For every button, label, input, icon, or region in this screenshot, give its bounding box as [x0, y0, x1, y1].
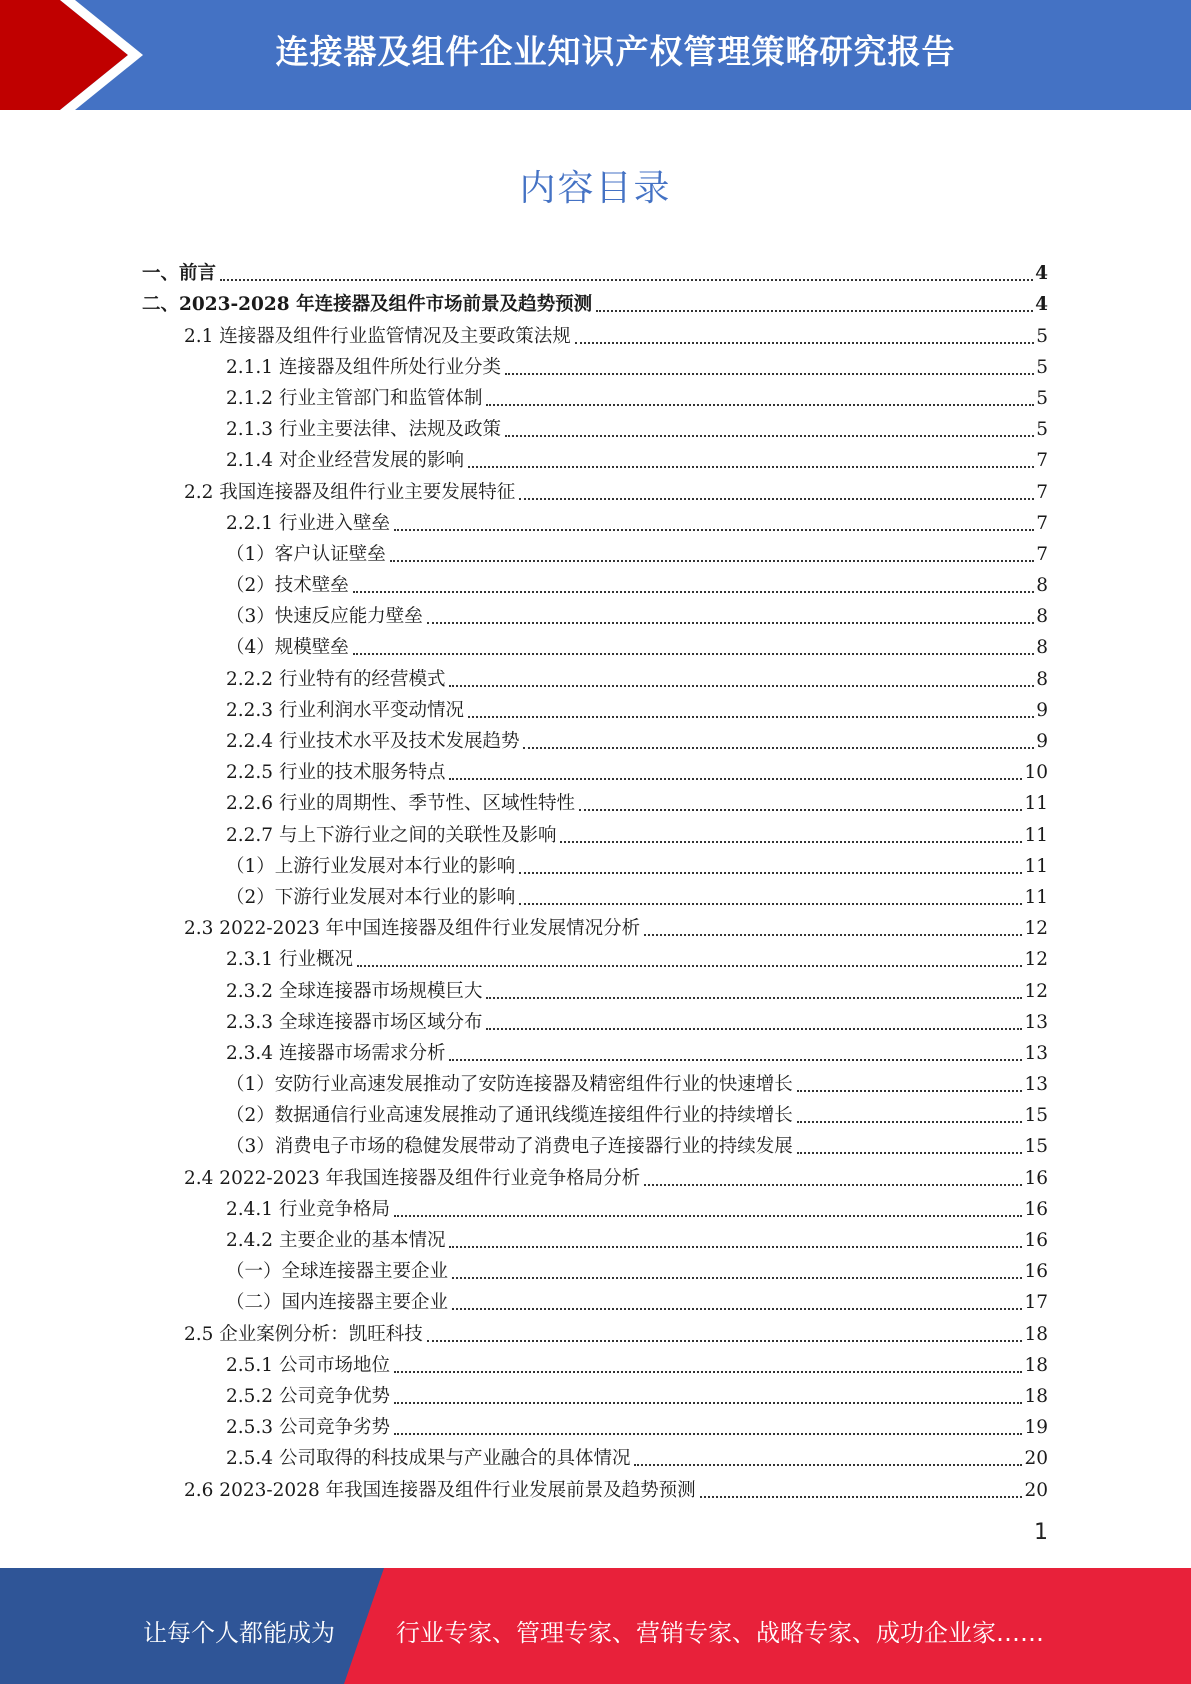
toc-entry-page: 16: [1024, 1167, 1048, 1189]
toc-entry[interactable]: [142, 1004, 1048, 1035]
toc-entry[interactable]: [142, 1035, 1048, 1066]
toc-dot-leader: [390, 560, 1034, 562]
toc-dot-leader: [797, 1121, 1023, 1123]
toc-entry-title: （1）安防行业高速发展推动了安防连接器及精密组件行业的快速增长: [226, 1074, 793, 1096]
toc-entry[interactable]: [142, 349, 1048, 380]
toc-dot-leader: [644, 1184, 1022, 1186]
toc-entry-page: 16: [1024, 1230, 1048, 1251]
toc-entry[interactable]: [142, 1128, 1048, 1159]
toc-dot-leader: [505, 435, 1034, 437]
toc-entry-page: 18: [1024, 1354, 1048, 1376]
toc-entry-page: 11: [1024, 793, 1048, 815]
toc-entry-page: 18: [1024, 1385, 1048, 1407]
toc-entry-title: （二）国内连接器主要企业: [226, 1292, 449, 1314]
toc-entry[interactable]: [142, 1471, 1048, 1502]
toc-dot-leader: [394, 1402, 1022, 1404]
toc-dot-leader: [353, 591, 1034, 593]
toc-entry-title: 2.1.1 连接器及组件所处行业分类: [226, 356, 501, 378]
toc-entry[interactable]: [142, 1191, 1048, 1222]
toc-entry-title: （1）上游行业发展对本行业的影响: [226, 855, 516, 877]
toc-entry[interactable]: [142, 1097, 1048, 1128]
toc-entry[interactable]: [142, 536, 1048, 567]
footer-slogan-right: 行业专家、管理专家、营销专家、战略专家、成功企业家……: [396, 1619, 1044, 1647]
toc-entry-title: （4）规模壁垒: [226, 637, 349, 659]
toc-entry-page: 7: [1036, 481, 1048, 503]
toc-entry-page: 4: [1035, 294, 1048, 316]
toc-dot-leader: [486, 997, 1022, 999]
toc-entry[interactable]: [142, 879, 1048, 910]
toc-entry[interactable]: [142, 255, 1048, 286]
footer-slogan-left: 让每个人都能成为: [143, 1619, 335, 1647]
toc-entry[interactable]: [142, 629, 1048, 660]
toc-entry-title: 2.3.2 全球连接器市场规模巨大: [226, 980, 483, 1002]
toc-entry[interactable]: [142, 1253, 1048, 1284]
toc-dot-leader: [468, 466, 1034, 468]
toc-entry[interactable]: [142, 1222, 1048, 1253]
toc-entry-page: 5: [1036, 387, 1048, 409]
toc-entry-page: 13: [1024, 1011, 1048, 1033]
toc-entry-title: 2.3.3 全球连接器市场区域分布: [226, 1011, 483, 1033]
toc-dot-leader: [634, 1464, 1022, 1466]
toc-entry-title: 2.4 2022-2023 年我国连接器及组件行业竞争格局分析: [184, 1167, 641, 1189]
toc-entry-page: 19: [1024, 1417, 1048, 1439]
toc-dot-leader: [519, 872, 1022, 874]
toc-heading: 内容目录: [519, 168, 672, 209]
toc-dot-leader: [579, 809, 1022, 811]
toc-entry-page: 8: [1036, 575, 1048, 597]
toc-entry-title: （3）消费电子市场的稳健发展带动了消费电子连接器行业的持续发展: [226, 1136, 793, 1158]
toc-entry[interactable]: [142, 1409, 1048, 1440]
toc-entry-page: 10: [1024, 762, 1048, 784]
toc-entry-page: 8: [1036, 606, 1048, 628]
toc-entry-title: 2.2.7 与上下游行业之间的关联性及影响: [226, 824, 557, 846]
toc-entry-title: 2.2.3 行业利润水平变动情况: [226, 699, 464, 721]
toc-dot-leader: [357, 965, 1023, 967]
toc-entry[interactable]: [142, 972, 1048, 1003]
toc-entry-title: 2.1 连接器及组件行业监管情况及主要政策法规: [184, 325, 571, 347]
toc-dot-leader: [644, 934, 1022, 936]
toc-entry[interactable]: [142, 816, 1048, 847]
toc-dot-leader: [449, 1059, 1022, 1061]
toc-entry-title: 2.5.2 公司竞争优势: [226, 1385, 390, 1407]
toc-entry-page: 5: [1036, 356, 1048, 378]
toc-dot-leader: [220, 279, 1033, 281]
toc-entry-page: 20: [1024, 1448, 1048, 1470]
toc-entry[interactable]: [142, 380, 1048, 411]
toc-entry[interactable]: [142, 1066, 1048, 1097]
toc-dot-leader: [523, 747, 1034, 749]
toc-entry-page: 12: [1024, 918, 1048, 940]
toc-entry-page: 9: [1036, 699, 1048, 721]
toc-entry-title: （一）全球连接器主要企业: [226, 1261, 449, 1283]
toc-entry-page: 5: [1036, 325, 1048, 347]
toc-entry[interactable]: [142, 286, 1048, 317]
toc-entry-page: 11: [1024, 824, 1048, 846]
toc-entry-page: 7: [1036, 512, 1048, 534]
toc-entry-page: 16: [1024, 1198, 1048, 1220]
toc-dot-leader: [449, 1246, 1022, 1248]
toc-dot-leader: [452, 1308, 1022, 1310]
toc-entry[interactable]: [142, 505, 1048, 536]
toc-entry[interactable]: [142, 692, 1048, 723]
toc-entry[interactable]: [142, 1159, 1048, 1190]
toc-entry-page: 15: [1024, 1105, 1048, 1127]
toc-entry-page: 8: [1036, 668, 1048, 690]
toc-entry-title: 2.5.3 公司竞争劣势: [226, 1417, 390, 1439]
toc-entry-title: 2.4.1 行业竞争格局: [226, 1198, 390, 1220]
toc-entry-title: 2.5.4 公司取得的科技成果与产业融合的具体情况: [226, 1448, 631, 1470]
toc-dot-leader: [505, 373, 1034, 375]
toc-dot-leader: [394, 1215, 1022, 1217]
table-of-contents: [142, 255, 1048, 1503]
toc-entry-page: 16: [1024, 1261, 1048, 1283]
toc-dot-leader: [486, 404, 1034, 406]
toc-entry-page: 12: [1024, 980, 1048, 1002]
toc-entry[interactable]: [142, 1284, 1048, 1315]
toc-entry-page: 20: [1024, 1479, 1048, 1501]
toc-entry[interactable]: [142, 910, 1048, 941]
header-banner: [0, 0, 1191, 110]
toc-entry-title: 2.1.2 行业主管部门和监管体制: [226, 387, 483, 409]
toc-entry-page: 13: [1024, 1074, 1048, 1096]
toc-dot-leader: [427, 1340, 1023, 1342]
toc-entry-title: 一、前言: [142, 263, 217, 285]
toc-dot-leader: [519, 498, 1034, 500]
toc-entry-title: （2）下游行业发展对本行业的影响: [226, 886, 516, 908]
toc-dot-leader: [394, 1433, 1022, 1435]
toc-entry[interactable]: [142, 1315, 1048, 1346]
toc-entry-page: 7: [1036, 450, 1048, 472]
toc-entry-page: 8: [1036, 637, 1048, 659]
toc-entry[interactable]: [142, 1378, 1048, 1409]
toc-entry-page: 9: [1036, 731, 1048, 752]
toc-entry[interactable]: [142, 411, 1048, 442]
toc-entry-page: 13: [1024, 1042, 1048, 1064]
toc-dot-leader: [596, 310, 1033, 312]
toc-entry-page: 15: [1024, 1136, 1048, 1158]
toc-entry-title: 2.6 2023-2028 年我国连接器及组件行业发展前景及趋势预测: [184, 1479, 696, 1501]
toc-entry-title: 2.1.4 对企业经营发展的影响: [226, 450, 464, 472]
toc-dot-leader: [468, 716, 1034, 718]
toc-entry-page: 4: [1035, 263, 1048, 285]
toc-dot-leader: [394, 529, 1034, 531]
toc-entry-title: 二、2023-2028 年连接器及组件市场前景及趋势预测: [142, 294, 593, 316]
toc-entry-page: 5: [1036, 419, 1048, 441]
report-title: 连接器及组件企业知识产权管理策略研究报告: [275, 32, 956, 71]
toc-entry-title: （2）技术壁垒: [226, 575, 349, 597]
toc-entry[interactable]: [142, 473, 1048, 504]
toc-entry-title: 2.2.5 行业的技术服务特点: [226, 762, 446, 784]
toc-dot-leader: [449, 778, 1022, 780]
toc-dot-leader: [519, 903, 1022, 905]
toc-entry-page: 17: [1024, 1292, 1048, 1314]
toc-entry-title: （1）客户认证壁垒: [226, 543, 386, 565]
toc-entry-title: 2.3.1 行业概况: [226, 949, 353, 971]
toc-entry-title: 2.3 2022-2023 年中国连接器及组件行业发展情况分析: [184, 918, 641, 940]
toc-entry-title: 2.4.2 主要企业的基本情况: [226, 1230, 446, 1251]
toc-entry-title: 2.2 我国连接器及组件行业主要发展特征: [184, 481, 516, 503]
toc-entry[interactable]: [142, 1347, 1048, 1378]
page-number: 1: [1034, 1520, 1048, 1545]
toc-entry[interactable]: [142, 442, 1048, 473]
toc-entry-title: 2.2.2 行业特有的经营模式: [226, 668, 446, 690]
toc-entry-page: 11: [1024, 855, 1048, 877]
toc-entry-title: 2.3.4 连接器市场需求分析: [226, 1042, 446, 1064]
toc-entry[interactable]: [142, 723, 1048, 754]
toc-entry[interactable]: [142, 848, 1048, 879]
toc-entry-page: 11: [1024, 886, 1048, 908]
toc-entry-page: 18: [1024, 1323, 1048, 1345]
toc-dot-leader: [427, 622, 1034, 624]
toc-entry[interactable]: [142, 754, 1048, 785]
toc-entry-title: 2.2.1 行业进入壁垒: [226, 512, 390, 534]
toc-entry-page: 12: [1024, 949, 1048, 971]
toc-entry[interactable]: [142, 785, 1048, 816]
toc-entry[interactable]: [142, 1440, 1048, 1471]
toc-dot-leader: [797, 1152, 1023, 1154]
toc-entry-title: 2.2.4 行业技术水平及技术发展趋势: [226, 731, 520, 752]
toc-dot-leader: [449, 685, 1034, 687]
toc-dot-leader: [394, 1371, 1022, 1373]
toc-dot-leader: [797, 1090, 1023, 1092]
toc-entry[interactable]: [142, 660, 1048, 691]
toc-dot-leader: [700, 1496, 1023, 1498]
toc-entry[interactable]: [142, 941, 1048, 972]
toc-entry[interactable]: [142, 598, 1048, 629]
toc-entry-title: 2.5.1 公司市场地位: [226, 1354, 390, 1376]
toc-dot-leader: [486, 1028, 1022, 1030]
toc-entry-title: 2.5 企业案例分析：凯旺科技: [184, 1323, 423, 1345]
toc-entry[interactable]: [142, 317, 1048, 348]
toc-entry-title: 2.1.3 行业主要法律、法规及政策: [226, 419, 501, 441]
toc-dot-leader: [560, 841, 1022, 843]
toc-dot-leader: [575, 342, 1034, 344]
toc-entry-title: （3）快速反应能力壁垒: [226, 606, 423, 628]
toc-entry-title: （2）数据通信行业高速发展推动了通讯线缆连接组件行业的持续增长: [226, 1105, 793, 1127]
toc-entry-title: 2.2.6 行业的周期性、季节性、区域性特性: [226, 793, 575, 815]
toc-dot-leader: [353, 653, 1034, 655]
toc-dot-leader: [452, 1277, 1022, 1279]
toc-entry-page: 7: [1036, 543, 1048, 565]
toc-entry[interactable]: [142, 567, 1048, 598]
